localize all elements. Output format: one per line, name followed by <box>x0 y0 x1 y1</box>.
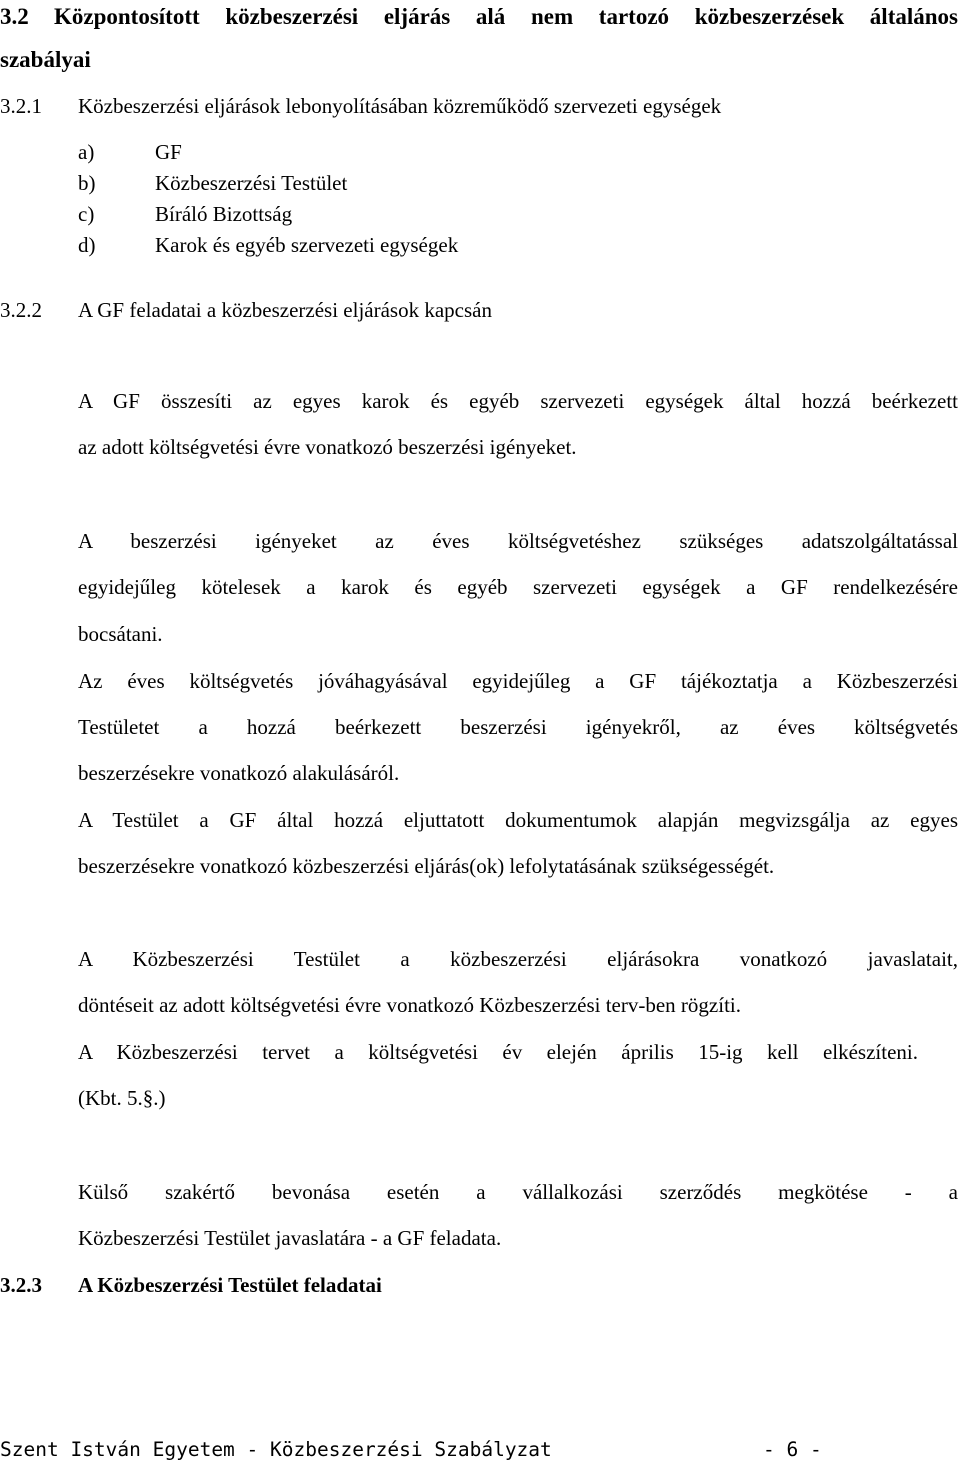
paragraph-line: Az éves költségvetés jóváhagyásával egyidejűleg a GF tájékoztatja a Közbeszerzési <box>78 669 958 693</box>
list-item: GF <box>155 140 182 164</box>
section-title-3-2-3: A Közbeszerzési Testület feladatai <box>78 1273 382 1297</box>
paragraph-line: beszerzésekre vonatkozó alakulásáról. <box>78 761 400 785</box>
list-item-marker: c) <box>78 202 95 226</box>
paragraph-line: A GF összesíti az egyes karok és egyéb szervezeti egységek által hozzá beérkezett <box>78 389 958 413</box>
section-number-3-2-3: 3.2.3 <box>0 1273 42 1297</box>
section-title-3-2-line1: Központosított közbeszerzési eljárás alá nem tartozó közbeszerzések általános <box>54 4 958 29</box>
section-title-3-2-1: Közbeszerzési eljárások lebonyolításában közreműködő szervezeti egységek <box>78 94 722 118</box>
paragraph-line: beszerzésekre vonatkozó közbeszerzési eljárás(ok) lefolytatásának szükségességét. <box>78 854 775 878</box>
section-number-3-2-2: 3.2.2 <box>0 298 42 322</box>
paragraph-line: (Kbt. 5.§.) <box>78 1086 166 1110</box>
section-number-3-2: 3.2 <box>0 4 29 29</box>
list-item: Bíráló Bizottság <box>155 202 293 226</box>
list-item-marker: b) <box>78 171 96 195</box>
footer-text: Szent István Egyetem - Közbeszerzési Szabályzat <box>0 1438 552 1461</box>
paragraph-line: Külső szakértő bevonása esetén a vállalkozási szerződés megkötése - a <box>78 1180 958 1204</box>
paragraph-line: A beszerzési igényeket az éves költségvetéshez szükséges adatszolgáltatással <box>78 529 958 553</box>
paragraph-line: egyidejűleg kötelesek a karok és egyéb szervezeti egységek a GF rendelkezésére <box>78 575 958 599</box>
paragraph-line: az adott költségvetési évre vonatkozó beszerzési igényeket. <box>78 435 577 459</box>
list-item-marker: d) <box>78 233 96 257</box>
paragraph-line: döntéseit az adott költségvetési évre vonatkozó Közbeszerzési terv-ben rögzíti. <box>78 993 741 1017</box>
paragraph-line: A Testület a GF által hozzá eljuttatott dokumentumok alapján megvizsgálja az egyes <box>78 808 958 832</box>
list-item: Karok és egyéb szervezeti egységek <box>155 233 459 257</box>
paragraph-line: bocsátani. <box>78 622 163 646</box>
paragraph-line: A Közbeszerzési tervet a költségvetési év elején április 15-ig kell elkészíteni. <box>78 1040 918 1064</box>
paragraph-line: A Közbeszerzési Testület a közbeszerzési eljárásokra vonatkozó javaslatait, <box>78 947 958 971</box>
list-item-marker: a) <box>78 140 95 164</box>
paragraph-line: Közbeszerzési Testület javaslatára - a GF feladata. <box>78 1226 502 1250</box>
list-item: Közbeszerzési Testület <box>155 171 348 195</box>
section-title-3-2-line2: szabályai <box>0 47 91 72</box>
section-title-3-2-2: A GF feladatai a közbeszerzési eljárások kapcsán <box>78 298 492 322</box>
paragraph-line: Testületet a hozzá beérkezett beszerzési igényekről, az éves költségvetés <box>78 715 958 739</box>
page-number: - 6 - <box>763 1438 822 1461</box>
section-number-3-2-1: 3.2.1 <box>0 94 42 118</box>
